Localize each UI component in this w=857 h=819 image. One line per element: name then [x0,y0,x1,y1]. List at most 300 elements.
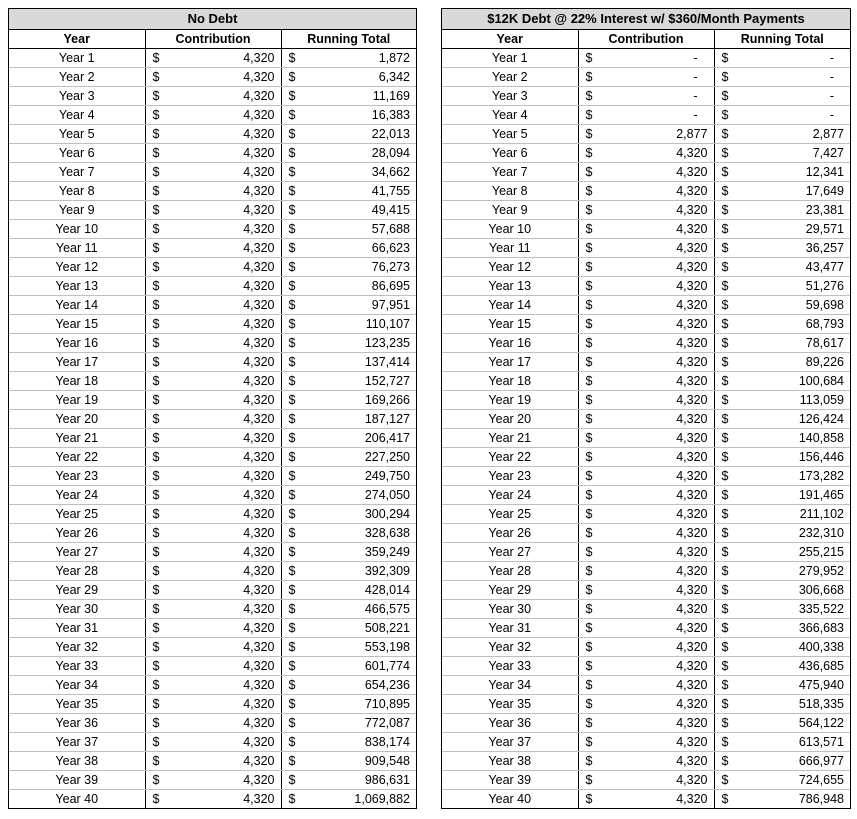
running-total-cell [281,87,416,106]
year-cell: Year 15 [9,315,145,334]
year-cell: Year 11 [9,239,145,258]
amount: 152,727 [364,374,410,388]
amount: 4,320 [676,393,708,407]
contribution-cell [145,657,281,676]
contribution-cell [578,581,714,600]
contribution-cell [578,68,714,87]
contribution-cell [578,714,714,733]
header-year: Year [442,30,578,49]
currency-symbol: $ [721,222,729,236]
currency-symbol: $ [288,241,296,255]
running-total-cell [281,391,416,410]
amount: 328,638 [364,526,410,540]
amount: 89,226 [805,355,844,369]
amount: 724,655 [798,773,844,787]
currency-symbol: $ [721,127,729,141]
no-debt-table [8,8,417,809]
amount: 23,381 [805,203,844,217]
amount: 4,320 [243,374,275,388]
year-cell: Year 1 [442,49,578,68]
contribution-cell [578,619,714,638]
currency-symbol: $ [721,564,729,578]
amount: 666,977 [798,754,844,768]
currency-symbol: $ [288,640,296,654]
contribution-cell [145,220,281,239]
running-total-cell [281,619,416,638]
currency-symbol: $ [585,165,593,179]
currency-symbol: $ [288,583,296,597]
contribution-cell [578,144,714,163]
running-total-cell [281,771,416,790]
amount: 4,320 [676,640,708,654]
currency-symbol: $ [152,165,160,179]
running-total-cell [714,448,850,467]
year-cell: Year 23 [442,467,578,486]
table-row [442,448,850,467]
currency-symbol: $ [288,754,296,768]
amount: 4,320 [676,222,708,236]
running-total-cell [714,619,850,638]
contribution-cell [145,467,281,486]
year-cell: Year 26 [9,524,145,543]
amount: 564,122 [798,716,844,730]
amount: 366,683 [798,621,844,635]
year-cell: Year 21 [442,429,578,448]
contribution-cell [145,790,281,809]
running-total-cell [281,144,416,163]
amount: 4,320 [676,184,708,198]
amount: 4,320 [676,298,708,312]
running-total-cell [281,277,416,296]
amount: 113,059 [799,393,844,407]
running-total-cell [281,733,416,752]
currency-symbol: $ [152,108,160,122]
currency-symbol: $ [585,526,593,540]
table-row [442,125,850,144]
contribution-cell [578,524,714,543]
table-row [9,448,416,467]
contribution-cell [578,277,714,296]
currency-symbol: $ [585,564,593,578]
year-cell: Year 27 [442,543,578,562]
currency-symbol: $ [721,317,729,331]
currency-symbol: $ [288,564,296,578]
running-total-cell [281,714,416,733]
year-cell: Year 16 [442,334,578,353]
table-row [9,695,416,714]
year-cell: Year 29 [442,581,578,600]
currency-symbol: $ [585,735,593,749]
running-total-cell [714,315,850,334]
amount: 4,320 [676,754,708,768]
currency-symbol: $ [721,697,729,711]
table-row [442,182,850,201]
contribution-cell [578,752,714,771]
currency-symbol: $ [288,602,296,616]
table-row [9,277,416,296]
currency-symbol: $ [288,165,296,179]
table-row [442,68,850,87]
contribution-cell [145,486,281,505]
header-year: Year [9,30,145,49]
contribution-cell [578,163,714,182]
year-cell: Year 33 [442,657,578,676]
year-cell: Year 4 [9,106,145,125]
currency-symbol: $ [585,260,593,274]
table-row [9,125,416,144]
running-total-cell [281,201,416,220]
contribution-cell [145,771,281,790]
amount: 4,320 [243,203,275,217]
running-total-cell [281,562,416,581]
currency-symbol: $ [585,792,593,806]
amount: 4,320 [243,545,275,559]
amount: 4,320 [243,659,275,673]
amount: 4,320 [243,678,275,692]
year-cell: Year 20 [9,410,145,429]
amount: 4,320 [676,659,708,673]
amount: 4,320 [243,469,275,483]
contribution-cell [145,201,281,220]
currency-symbol: $ [585,127,593,141]
table-row [9,486,416,505]
running-total-cell [714,353,850,372]
currency-symbol: $ [585,393,593,407]
running-total-cell [714,600,850,619]
contribution-cell [145,562,281,581]
currency-symbol: $ [585,108,593,122]
currency-symbol: $ [585,488,593,502]
running-total-cell [281,220,416,239]
running-total-cell [714,87,850,106]
contribution-cell [145,543,281,562]
amount: - [829,89,834,103]
amount: 4,320 [243,792,275,806]
year-cell: Year 36 [442,714,578,733]
contribution-cell [145,695,281,714]
currency-symbol: $ [585,583,593,597]
currency-symbol: $ [721,773,729,787]
running-total-cell [281,505,416,524]
amount: 4,320 [243,697,275,711]
currency-symbol: $ [152,146,160,160]
table-row [9,562,416,581]
amount: 4,320 [243,602,275,616]
amount: 4,320 [243,412,275,426]
year-cell: Year 25 [9,505,145,524]
amount: 4,320 [676,260,708,274]
amount: 4,320 [243,241,275,255]
amount: 17,649 [805,184,844,198]
contribution-cell [145,638,281,657]
amount: 274,050 [364,488,410,502]
amount: - [693,108,698,122]
currency-symbol: $ [152,507,160,521]
amount: 1,069,882 [354,792,410,806]
year-cell: Year 16 [9,334,145,353]
year-cell: Year 6 [442,144,578,163]
amount: 51,276 [805,279,844,293]
currency-symbol: $ [288,678,296,692]
amount: 206,417 [364,431,410,445]
year-cell: Year 18 [9,372,145,391]
currency-symbol: $ [721,279,729,293]
year-cell: Year 14 [442,296,578,315]
currency-symbol: $ [288,108,296,122]
currency-symbol: $ [721,355,729,369]
running-total-cell [714,695,850,714]
currency-symbol: $ [288,298,296,312]
amount: 137,414 [364,355,410,369]
contribution-cell [145,258,281,277]
currency-symbol: $ [721,336,729,350]
currency-symbol: $ [585,640,593,654]
contribution-cell [145,87,281,106]
amount: 22,013 [371,127,410,141]
amount: 4,320 [676,697,708,711]
year-cell: Year 3 [442,87,578,106]
table-row [442,467,850,486]
amount: 4,320 [243,336,275,350]
amount: 57,688 [371,222,410,236]
running-total-cell [281,486,416,505]
currency-symbol: $ [152,298,160,312]
amount: 359,249 [364,545,410,559]
year-cell: Year 12 [442,258,578,277]
currency-symbol: $ [585,89,593,103]
currency-symbol: $ [585,51,593,65]
table-row [442,410,850,429]
amount: 86,695 [371,279,410,293]
contribution-cell [145,144,281,163]
year-cell: Year 35 [442,695,578,714]
running-total-cell [281,68,416,87]
year-cell: Year 30 [442,600,578,619]
running-total-cell [281,296,416,315]
table-row [9,467,416,486]
amount: 249,750 [364,469,410,483]
amount: 4,320 [676,165,708,179]
contribution-cell [578,505,714,524]
table-row [442,790,850,809]
contribution-cell [578,106,714,125]
table-row [442,429,850,448]
amount: 76,273 [371,260,410,274]
table-row [442,676,850,695]
amount: 838,174 [364,735,410,749]
amount: 4,320 [676,374,708,388]
table-row [9,49,416,68]
table-row [9,258,416,277]
table-row [442,258,850,277]
contribution-cell [578,258,714,277]
currency-symbol: $ [288,526,296,540]
amount: 4,320 [243,51,275,65]
currency-symbol: $ [585,412,593,426]
amount: 4,320 [676,336,708,350]
amount: 4,320 [676,146,708,160]
contribution-cell [145,106,281,125]
amount: 4,320 [676,735,708,749]
year-cell: Year 32 [442,638,578,657]
currency-symbol: $ [721,70,729,84]
running-total-cell [281,581,416,600]
running-total-cell [281,657,416,676]
amount: 518,335 [798,697,844,711]
year-cell: Year 27 [9,543,145,562]
currency-symbol: $ [152,450,160,464]
currency-symbol: $ [721,260,729,274]
currency-symbol: $ [288,70,296,84]
table-row [9,543,416,562]
running-total-cell [714,657,850,676]
year-cell: Year 38 [442,752,578,771]
amount: 4,320 [676,545,708,559]
table-row [9,524,416,543]
currency-symbol: $ [585,450,593,464]
amount: 710,895 [364,697,410,711]
year-cell: Year 7 [442,163,578,182]
currency-symbol: $ [721,298,729,312]
contribution-cell [145,619,281,638]
year-cell: Year 36 [9,714,145,733]
amount: 2,877 [676,127,708,141]
amount: 4,320 [243,279,275,293]
amount: 211,102 [799,507,844,521]
table-row [442,87,850,106]
currency-symbol: $ [288,393,296,407]
currency-symbol: $ [288,488,296,502]
amount: 4,320 [243,621,275,635]
table-row [442,49,850,68]
currency-symbol: $ [288,469,296,483]
table-row [442,581,850,600]
currency-symbol: $ [288,545,296,559]
amount: 156,446 [798,450,844,464]
running-total-cell [714,68,850,87]
running-total-cell [281,524,416,543]
running-total-cell [714,144,850,163]
running-total-cell [714,334,850,353]
contribution-cell [145,49,281,68]
table-row [442,543,850,562]
currency-symbol: $ [152,469,160,483]
contribution-cell [578,239,714,258]
currency-symbol: $ [288,184,296,198]
year-cell: Year 21 [9,429,145,448]
amount: 123,235 [364,336,410,350]
table-row [9,410,416,429]
amount: 232,310 [798,526,844,540]
currency-symbol: $ [721,526,729,540]
table-row [442,695,850,714]
currency-symbol: $ [152,678,160,692]
running-total-cell [714,277,850,296]
currency-symbol: $ [152,659,160,673]
amount: 4,320 [243,355,275,369]
currency-symbol: $ [585,279,593,293]
amount: 43,477 [805,260,844,274]
amount: 28,094 [371,146,410,160]
year-cell: Year 34 [9,676,145,695]
amount: 4,320 [243,488,275,502]
year-cell: Year 9 [442,201,578,220]
year-cell: Year 9 [9,201,145,220]
table-row [442,714,850,733]
contribution-cell [145,505,281,524]
currency-symbol: $ [152,222,160,236]
currency-symbol: $ [288,412,296,426]
year-cell: Year 5 [9,125,145,144]
amount: 4,320 [243,564,275,578]
amount: 4,320 [676,412,708,426]
amount: 97,951 [371,298,410,312]
amount: - [693,51,698,65]
year-cell: Year 2 [442,68,578,87]
currency-symbol: $ [152,241,160,255]
running-total-cell [281,448,416,467]
amount: 613,571 [798,735,844,749]
year-cell: Year 30 [9,600,145,619]
amount: 392,309 [364,564,410,578]
year-cell: Year 10 [442,220,578,239]
table-row [442,220,850,239]
header-running-total: Running Total [281,30,416,49]
running-total-cell [281,315,416,334]
currency-symbol: $ [288,507,296,521]
running-total-cell [281,49,416,68]
contribution-cell [145,676,281,695]
year-cell: Year 19 [9,391,145,410]
year-cell: Year 22 [9,448,145,467]
amount: 255,215 [798,545,844,559]
contribution-cell [145,524,281,543]
running-total-cell [714,505,850,524]
contribution-cell [145,391,281,410]
running-total-cell [281,638,416,657]
table-row [9,315,416,334]
contribution-cell [578,182,714,201]
running-total-cell [281,239,416,258]
year-cell: Year 5 [442,125,578,144]
amount: 7,427 [812,146,844,160]
amount: 11,169 [372,89,410,103]
amount: 601,774 [364,659,410,673]
contribution-cell [578,410,714,429]
year-cell: Year 8 [9,182,145,201]
currency-symbol: $ [721,450,729,464]
year-cell: Year 3 [9,87,145,106]
currency-symbol: $ [288,621,296,635]
currency-symbol: $ [152,545,160,559]
currency-symbol: $ [721,374,729,388]
currency-symbol: $ [721,393,729,407]
amount: 4,320 [676,431,708,445]
contribution-cell [145,277,281,296]
table-row [9,505,416,524]
year-cell: Year 39 [9,771,145,790]
contribution-cell [145,315,281,334]
running-total-cell [714,790,850,809]
year-cell: Year 23 [9,467,145,486]
running-total-cell [281,334,416,353]
currency-symbol: $ [152,773,160,787]
currency-symbol: $ [288,336,296,350]
contribution-cell [145,581,281,600]
currency-symbol: $ [152,51,160,65]
currency-symbol: $ [152,564,160,578]
currency-symbol: $ [721,659,729,673]
